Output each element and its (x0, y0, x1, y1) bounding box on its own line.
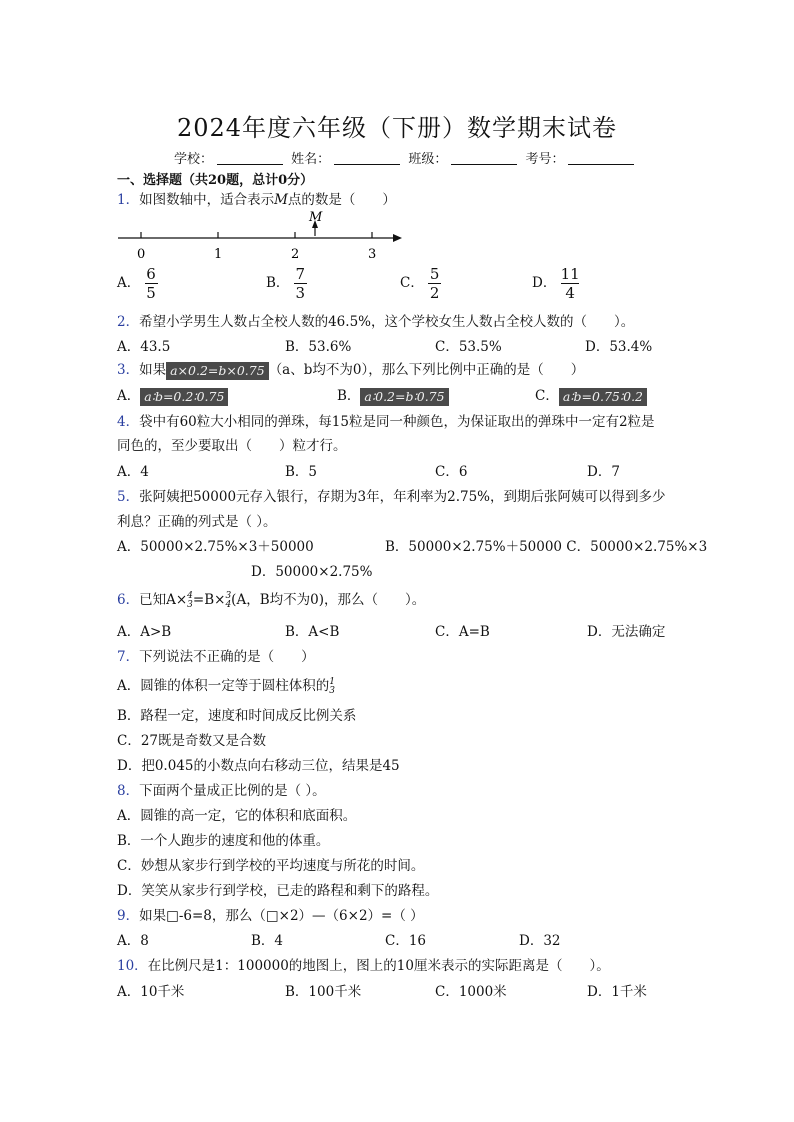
axis-tick-label: 3 (368, 247, 377, 262)
name-label: 姓名： (291, 152, 331, 167)
question-number: 10． (117, 958, 148, 974)
q5-option-bc[interactable]: B．50000×2.75%＋50000 C．50000×2.75%×3 (385, 539, 708, 555)
formula-image: a×0.2=b×0.75 (166, 362, 269, 380)
question-number: 2． (117, 314, 140, 330)
formula-image: a∶b=0.2∶0.75 (140, 388, 228, 406)
q10-option-c[interactable]: C．1000米 (435, 984, 507, 1000)
denominator: 5 (146, 284, 156, 302)
question-text-2: （a、b均不为0），那么下列比例中正确的是（ ） (268, 362, 585, 378)
question-number: 7． (117, 649, 140, 665)
numerator: 1 (329, 676, 335, 687)
q4-option-c[interactable]: C．6 (435, 464, 468, 480)
denominator: 3 (187, 599, 193, 610)
numerator: 7 (295, 265, 305, 283)
question-text: 如果□-6=8，那么（□×2）—（6×2）=（ ） (139, 908, 424, 924)
q9-option-b[interactable]: B．4 (251, 933, 284, 949)
q2-option-b[interactable]: B．53.6% (285, 339, 352, 355)
denominator: 4 (565, 284, 575, 302)
q8-option-a[interactable]: A．圆锥的高一定，它的体积和底面积。 (117, 808, 357, 824)
q1-option-b[interactable] (266, 266, 307, 301)
number-line-figure (112, 206, 412, 266)
q3-option-b[interactable] (337, 384, 449, 406)
q6-option-a[interactable]: A．A>B (117, 624, 172, 640)
question-number: 1． (117, 192, 140, 208)
page-title: 2024年度六年级（下册）数学期末试卷 (176, 114, 618, 142)
question-text-mid: =B× (192, 592, 226, 608)
question-text-2: 点的数是（ ） (287, 192, 396, 208)
q4-option-b[interactable]: B．5 (285, 464, 318, 480)
axis-tick-label: 1 (214, 247, 223, 262)
question-8 (117, 779, 326, 799)
numerator: 6 (146, 265, 156, 283)
small-fraction (329, 678, 335, 696)
question-number: 4． (117, 414, 140, 430)
question-text: 在比例尺是1：100000的地图上，图上的10厘米表示的实际距离是（ ）。 (147, 958, 610, 974)
option-label: A． (117, 388, 141, 404)
question-text: 希望小学男生人数占全校人数的46.5%，这个学校女生人数占全校人数的（ ）。 (139, 314, 635, 330)
denominator: 3 (329, 685, 335, 696)
question-text: 下面两个量成正比例的是（ ）。 (139, 783, 326, 799)
id-label: 考号： (525, 152, 565, 167)
fraction (294, 266, 307, 301)
q2-option-a[interactable]: A．43.5 (117, 339, 171, 355)
q10-option-b[interactable]: B．100千米 (285, 984, 362, 1000)
question-3 (117, 358, 584, 380)
name-blank[interactable] (334, 152, 400, 165)
option-label: C． (400, 275, 424, 291)
school-blank[interactable] (217, 152, 283, 165)
id-blank[interactable] (568, 152, 634, 165)
question-number: 8． (117, 783, 140, 799)
numerator: 11 (560, 265, 580, 283)
q10-option-d[interactable]: D．1千米 (587, 984, 647, 1000)
class-blank[interactable] (451, 152, 517, 165)
section-heading: 一、选择题（共20题，总计0分） (117, 173, 314, 188)
q1-option-a[interactable] (117, 266, 158, 301)
question-text: 已知A× (139, 592, 188, 608)
q2-option-c[interactable]: C．53.5% (435, 339, 502, 355)
numerator: 5 (429, 265, 440, 283)
question-text: 下列说法不正确的是（ ） (139, 649, 315, 665)
option-label: C． (535, 388, 559, 404)
q3-option-a[interactable] (117, 384, 228, 406)
numerator: 4 (187, 590, 193, 601)
formula-image: a∶b=0.75∶0.2 (559, 388, 647, 406)
option-label: B． (337, 388, 361, 404)
question-number: 3． (117, 362, 140, 378)
fraction (561, 266, 580, 301)
question-5-line-2: 利息？正确的列式是（ ）。 (117, 514, 277, 530)
q9-option-d[interactable]: D．32 (519, 933, 561, 949)
axis-tick-label: 2 (291, 247, 300, 262)
denominator: 3 (295, 284, 305, 302)
question-text: 张阿姨把50000元存入银行，存期为3年，年利率为2.75%，到期后张阿姨可以得到多少 (139, 489, 666, 505)
numerator: 3 (225, 590, 232, 601)
option-label: D． (532, 275, 557, 291)
point-m-label: M (309, 210, 323, 225)
question-1 (117, 188, 396, 208)
student-info-line (174, 148, 638, 167)
q8-option-c[interactable]: C．妙想从家步行到学校的平均速度与所花的时间。 (117, 858, 425, 874)
question-number: 5． (117, 489, 140, 505)
q8-option-d[interactable]: D．笑笑从家步行到学校，已走的路程和剩下的路程。 (117, 883, 439, 899)
question-text-2: (A，B均不为0)，那么（ ）。 (231, 592, 426, 608)
question-7 (117, 645, 315, 665)
fraction (145, 266, 158, 301)
question-4-line-2: 同色的，至少要取出（ ）粒才行。 (117, 438, 347, 454)
option-text: A．圆锥的体积一定等于圆柱体积的 (117, 678, 330, 694)
q10-option-a[interactable]: A．10千米 (117, 984, 185, 1000)
denominator: 4 (225, 599, 232, 610)
question-var: M (274, 192, 288, 208)
q7-option-d[interactable]: D．把0.045的小数点向右移动三位，结果是45 (117, 758, 400, 774)
q1-option-d[interactable] (532, 266, 580, 301)
q3-option-c[interactable] (535, 384, 647, 406)
question-10 (117, 954, 610, 974)
q5-option-a[interactable]: A．50000×2.75%×3＋50000 (117, 539, 314, 555)
q4-option-d[interactable]: D．7 (587, 464, 620, 480)
question-2 (117, 310, 634, 330)
question-6 (117, 588, 425, 610)
q1-option-c[interactable] (400, 266, 441, 301)
q9-option-a[interactable]: A．8 (117, 933, 149, 949)
formula-image: a∶0.2=b∶0.75 (360, 388, 448, 406)
q2-option-d[interactable]: D．53.4% (585, 339, 653, 355)
q6-option-b[interactable]: B．A<B (285, 624, 340, 640)
q5-option-d[interactable]: D．50000×2.75% (251, 564, 373, 580)
q7-option-c[interactable]: C．27既是奇数又是合数 (117, 733, 267, 749)
question-9 (117, 904, 424, 924)
question-4 (117, 410, 655, 430)
axis-tick-label: 0 (137, 247, 146, 262)
denominator: 2 (429, 284, 440, 302)
fraction (428, 266, 441, 301)
q6-option-d[interactable]: D．无法确定 (587, 624, 666, 640)
axis-arrowhead (393, 234, 402, 242)
q9-option-c[interactable]: C．16 (385, 933, 427, 949)
question-text: 如图数轴中，适合表示 (139, 192, 275, 208)
question-text: 袋中有60粒大小相同的弹珠，每15粒是同一种颜色，为保证取出的弹珠中一定有2粒是 (139, 414, 655, 430)
q7-option-a[interactable] (117, 674, 335, 696)
school-label: 学校： (174, 152, 214, 167)
question-number: 9． (117, 908, 140, 924)
q6-option-c[interactable]: C．A=B (435, 624, 490, 640)
question-text: 如果 (139, 362, 167, 378)
question-number: 6． (117, 592, 140, 608)
q7-option-b[interactable]: B．路程一定，速度和时间成反比例关系 (117, 708, 357, 724)
option-label: A． (117, 275, 141, 291)
q8-option-b[interactable]: B．一个人跑步的速度和他的体重。 (117, 833, 330, 849)
question-5 (117, 485, 666, 505)
q4-option-a[interactable]: A．4 (117, 464, 149, 480)
class-label: 班级： (408, 152, 448, 167)
option-label: B． (266, 275, 290, 291)
